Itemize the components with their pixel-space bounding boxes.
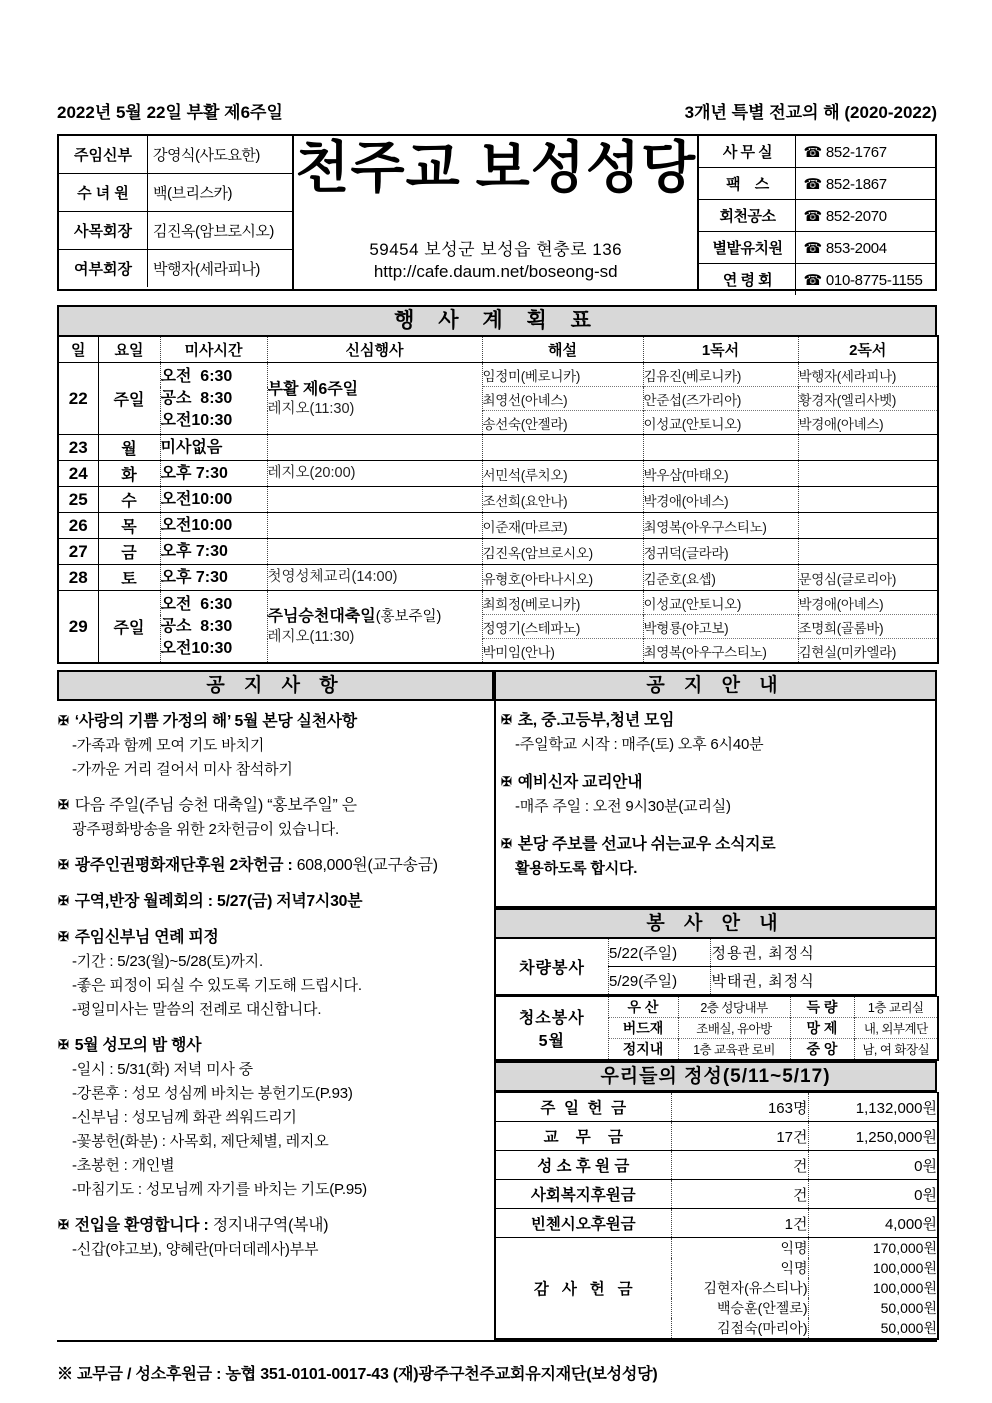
- notice-item: [501, 709, 931, 757]
- first-reader: 김준호(요셉): [643, 565, 798, 591]
- notice-line: -좋은 피정이 되실 수 있도록 기도해 드립시다.: [72, 977, 362, 994]
- cleaning-place: 2층 성당내부: [678, 997, 790, 1018]
- mass-time-line: 공소 8:30: [160, 617, 233, 635]
- first-reader: 최영복(아우구스티노): [643, 513, 798, 539]
- notice-head-text: 주임신부님 연례 피정: [74, 929, 219, 946]
- contact-row: [699, 136, 935, 168]
- notice-head: [58, 890, 490, 914]
- second-reader: [798, 435, 938, 461]
- staff-table: [59, 136, 292, 287]
- thanks-donor-amount: 50,000원: [880, 1320, 937, 1336]
- schedule-column-header: 미사시간: [160, 336, 267, 363]
- first-reader: 안준섭(즈가리아): [643, 387, 798, 411]
- staff-role: 수 녀 원: [59, 174, 148, 212]
- offering-table: [494, 1092, 939, 1340]
- offering-row: [495, 1093, 938, 1122]
- mass-times: [160, 435, 267, 461]
- notice-line: -매주 주일 : 오전 9시30분(교리실): [515, 798, 731, 815]
- offering-amount: 4,000원: [808, 1209, 938, 1238]
- cleaning-place: 남, 여 화장실: [854, 1039, 938, 1061]
- weekday: 토: [98, 565, 160, 591]
- phone-number: 010-8775-1155: [825, 271, 923, 289]
- mass-time-line: 오후 7:30: [160, 568, 228, 586]
- notice-head-text: 구역,반장 월례회의 : 5/27(금) 저녁7시30분: [74, 893, 363, 910]
- offering-label: 교 무 금: [495, 1122, 671, 1151]
- day-number: 23: [58, 435, 98, 461]
- staff-name: 박행자(세라피나): [153, 261, 260, 278]
- commentator: 최희정(베로니카): [482, 591, 643, 615]
- devotion-event: [267, 363, 482, 435]
- staff-row: [59, 136, 292, 174]
- cleaning-district: 우 산: [608, 997, 678, 1018]
- thanks-donor-name: 백승훈(안젤로): [671, 1298, 808, 1318]
- cross-bullet-icon: ✠: [58, 1217, 69, 1232]
- phone-icon: ☎: [803, 143, 822, 161]
- contact-label: 회천공소: [699, 200, 796, 232]
- first-reader: 최영복(아우구스티노): [643, 639, 798, 664]
- notice-line: 활용하도록 합시다.: [515, 860, 638, 877]
- notice-item: [58, 794, 490, 842]
- notice-line: -주일학교 시작 : 매주(토) 오후 6시40분: [515, 736, 764, 753]
- notice-head: [58, 926, 490, 950]
- schedule-column-header: 요일: [98, 336, 160, 363]
- cleaning-service-label: [495, 997, 608, 1061]
- thanks-donor-amount: 50,000원: [880, 1300, 937, 1316]
- mass-time-line: 오후 7:30: [160, 542, 228, 560]
- notice-line: -평일미사는 말씀의 전례로 대신합니다.: [72, 1001, 322, 1018]
- notices-left-title-bar: 공 지 사 항: [57, 670, 494, 701]
- day-number: 29: [58, 591, 98, 664]
- commentator: 송선숙(안젤라): [482, 411, 643, 435]
- schedule-column-header: 해설: [482, 336, 643, 363]
- vehicle-volunteers: 박태권, 최정식: [711, 967, 936, 996]
- cleaning-service-row: [495, 997, 938, 1018]
- notices-right-column: [494, 670, 937, 1340]
- event-main: [268, 606, 482, 628]
- notice-head: [58, 1214, 490, 1238]
- notice-head: [501, 709, 931, 733]
- first-reader: 박형룡(야고보): [643, 615, 798, 639]
- first-reader: 김유진(베로니카): [643, 363, 798, 387]
- offering-amount: 0원: [808, 1180, 938, 1209]
- second-reader: [798, 539, 938, 565]
- notice-head-text: 초, 중.고등부,청년 모임: [517, 712, 675, 729]
- mass-times: [160, 539, 267, 565]
- thanks-donor-amount: 100,000원: [872, 1280, 937, 1296]
- notice-line: -일시 : 5/31(화) 저녁 미사 중: [72, 1061, 253, 1078]
- notice-head-text: 전입을 환영합니다 :: [74, 1217, 213, 1234]
- first-reader: 이성교(안토니오): [643, 591, 798, 615]
- thanks-donor-amount: 100,000원: [872, 1260, 937, 1276]
- mass-times: [160, 487, 267, 513]
- second-reader: 박행자(세라피나): [798, 363, 938, 387]
- notice-line: -기간 : 5/23(월)~5/28(토)까지.: [72, 953, 263, 970]
- staff-role: 주임신부: [59, 136, 148, 174]
- day-number: 27: [58, 539, 98, 565]
- second-reader: 김현실(미카엘라): [798, 639, 938, 664]
- church-identity: [294, 136, 699, 289]
- thanks-offering-label: 감 사 헌 금: [495, 1238, 671, 1340]
- commentator: 김진옥(암브로시오): [482, 539, 643, 565]
- schedule-row: [58, 513, 938, 539]
- schedule-column-header: 1독서: [643, 336, 798, 363]
- notice-line: -꽃봉헌(화분) : 사목회, 제단체별, 레지오: [72, 1133, 329, 1150]
- phone-number: 852-1867: [825, 175, 887, 193]
- cross-bullet-icon: ✠: [58, 713, 69, 728]
- schedule-column-header: 신심행사: [267, 336, 482, 363]
- notice-item: [58, 890, 490, 914]
- second-reader: 황경자(엘리사벳): [798, 387, 938, 411]
- notice-line: -초봉헌 : 개인별: [72, 1157, 175, 1174]
- notice-item: [58, 1034, 490, 1202]
- notice-head-text: 다음 주일(주님 승천 대축일) “홍보주일” 은: [74, 797, 357, 814]
- contacts-table: [699, 136, 935, 295]
- staff-row: [59, 250, 292, 288]
- weekday: 월: [98, 435, 160, 461]
- schedule-row: [58, 363, 938, 387]
- commentator: 최영선(아녜스): [482, 387, 643, 411]
- cleaning-district: 정지내: [608, 1039, 678, 1061]
- vehicle-date: 5/22(주일): [609, 939, 711, 967]
- cleaning-label-line2: 5월: [538, 1033, 565, 1050]
- church-website[interactable]: http://cafe.daum.net/boseong-sd: [373, 262, 618, 281]
- cross-bullet-icon: ✠: [501, 712, 512, 727]
- cross-bullet-icon: ✠: [58, 797, 69, 812]
- cross-bullet-icon: ✠: [58, 857, 69, 872]
- vehicle-volunteers: 정용권, 최정식: [711, 945, 815, 962]
- commentator: 조선희(요안나): [482, 487, 643, 513]
- offering-count: 1건: [671, 1209, 808, 1238]
- notice-line: -강론후 : 성모 성심께 바치는 봉헌기도(P.93): [72, 1085, 353, 1102]
- service-title-bar: 봉 사 안 내: [494, 908, 937, 939]
- thanks-donor-name: 익명: [671, 1238, 808, 1259]
- schedule-row: [58, 461, 938, 487]
- schedule-table: [57, 335, 939, 664]
- day-number: 25: [58, 487, 98, 513]
- event-main-text: 주님승천대축일: [267, 608, 376, 625]
- mass-time-line: 오전10:00: [160, 490, 233, 508]
- day-number: 28: [58, 565, 98, 591]
- commentator: 이준재(마르코): [482, 513, 643, 539]
- offering-count: 건: [671, 1151, 808, 1180]
- schedule-column-header: 일: [58, 336, 98, 363]
- devotion-event: [267, 591, 482, 664]
- mass-times: [160, 565, 267, 591]
- devotion-event: [267, 565, 482, 591]
- event-sub: 레지오(11:30): [267, 629, 355, 645]
- mass-time-line: 오전 6:30: [160, 595, 233, 613]
- phone-number: 853-2004: [825, 239, 887, 257]
- weekday: 목: [98, 513, 160, 539]
- notice-line: -가까운 거리 걸어서 미사 참석하기: [72, 761, 293, 778]
- contact-row: [699, 200, 935, 232]
- contact-label: 연 령 회: [699, 264, 796, 296]
- notice-section: [57, 670, 937, 1342]
- notice-head: [58, 1034, 490, 1058]
- notice-line: 광주평화방송을 위한 2차헌금이 있습니다.: [72, 821, 339, 838]
- notice-head: [58, 794, 490, 818]
- weekday: 주일: [98, 363, 160, 435]
- staff-section: [59, 136, 294, 289]
- event-main-text: 부활 제6주일: [267, 380, 359, 398]
- thanks-donor-name: 김현자(유스티나): [671, 1278, 808, 1298]
- notice-head-text: 광주인권평화재단후원 2차헌금 :: [74, 857, 297, 874]
- contact-phone: [796, 264, 935, 296]
- event-sub: 레지오(20:00): [267, 465, 356, 481]
- contact-row: [699, 232, 935, 264]
- first-reader: 이성교(안토니오): [643, 411, 798, 435]
- commentator: 박미임(안나): [482, 639, 643, 664]
- notice-head-text: 본당 주보를 선교나 쉬는교우 소식지로: [517, 836, 776, 853]
- event-sub: 첫영성체교리(14:00): [267, 569, 398, 585]
- notice-head-text: 608,000원(교구송금): [296, 857, 438, 874]
- mission-year-title: 3개년 특별 전교의 해 (2020-2022): [684, 103, 937, 122]
- contact-label: 별밭유치원: [699, 232, 796, 264]
- contact-row: [699, 264, 935, 296]
- mass-times: [160, 513, 267, 539]
- devotion-event: [267, 487, 482, 513]
- phone-icon: ☎: [803, 271, 822, 289]
- schedule-row: [58, 565, 938, 591]
- notice-head-text: 예비신자 교리안내: [517, 774, 643, 791]
- commentator: 정영기(스테파노): [482, 615, 643, 639]
- weekday: 주일: [98, 591, 160, 664]
- mass-time-line: 미사없음: [160, 438, 223, 456]
- contact-label: 사 무 실: [699, 136, 796, 168]
- offering-label: 주 일 헌 금: [495, 1093, 671, 1122]
- cross-bullet-icon: ✠: [501, 836, 512, 851]
- notice-head: [58, 710, 490, 734]
- day-number: 22: [58, 363, 98, 435]
- phone-number: 852-2070: [825, 207, 887, 225]
- thanks-donor-name: 김점숙(마리아): [671, 1318, 808, 1339]
- staff-role: 여부회장: [59, 250, 148, 288]
- staff-name: 백(브리스카): [148, 174, 293, 212]
- weekday: 화: [98, 461, 160, 487]
- event-main-tail: (홍보주일): [375, 609, 442, 625]
- notice-item: [58, 926, 490, 1022]
- commentator: 서민석(루치오): [482, 461, 643, 487]
- first-reader: [643, 435, 798, 461]
- cleaning-label-line1: 청소봉사: [518, 1010, 585, 1027]
- notice-line: -신부님 : 성모님께 화관 씌워드리기: [72, 1109, 297, 1126]
- notice-line: -신갑(야고보), 양혜란(마더데레사)부부: [72, 1241, 319, 1258]
- contact-row: [699, 168, 935, 200]
- notice-head-text: ‘사랑의 기쁨 가정의 해’ 5월 본당 실천사항: [74, 713, 357, 730]
- notice-head: [501, 833, 931, 857]
- staff-name: 김진옥(암브로시오): [148, 212, 293, 250]
- notice-item: [58, 1214, 490, 1262]
- schedule-header-row: [58, 336, 938, 363]
- church-name: 천주교 보성성당: [295, 138, 697, 200]
- mass-time-line: 오전10:30: [160, 411, 233, 429]
- cross-bullet-icon: ✠: [501, 774, 512, 789]
- cleaning-place: 내, 외부계단: [854, 1018, 938, 1039]
- thanks-offering-row: [495, 1238, 938, 1259]
- second-reader: [798, 513, 938, 539]
- cleaning-district: 득 량: [790, 997, 854, 1018]
- schedule-title-bar: 행 사 계 획 표: [57, 305, 937, 335]
- notices-left-body: [57, 701, 494, 1262]
- notice-head: [58, 854, 490, 878]
- mass-time-line: 오전10:30: [160, 639, 233, 657]
- weekday: 금: [98, 539, 160, 565]
- church-header-box: [57, 134, 937, 291]
- church-address-block: [294, 239, 697, 283]
- cross-bullet-icon: ✠: [58, 1037, 69, 1052]
- staff-name: 강영식(사도요한): [148, 136, 293, 174]
- staff-row: [59, 212, 292, 250]
- mass-time-line: 오후 7:30: [160, 464, 228, 482]
- commentator: [482, 435, 643, 461]
- offering-count: 17건: [671, 1122, 808, 1151]
- notice-item: [501, 771, 931, 819]
- cross-bullet-icon: ✠: [58, 893, 69, 908]
- cleaning-place: 1층 교리실: [867, 1001, 924, 1015]
- cross-bullet-icon: ✠: [58, 929, 69, 944]
- first-reader: 박우삼(마태오): [643, 461, 798, 487]
- thanks-donor-name: 익명: [671, 1258, 808, 1278]
- second-reader: 조명희(골롬바): [798, 615, 938, 639]
- cleaning-district: 버드재: [608, 1018, 678, 1039]
- offering-amount: 1,250,000원: [808, 1122, 938, 1151]
- phone-icon: ☎: [803, 175, 822, 193]
- offering-title-bar: 우리들의 정성(5/11~5/17): [494, 1061, 937, 1092]
- offering-count: 163명: [671, 1093, 808, 1122]
- top-title-row: [57, 98, 937, 123]
- schedule-row: [58, 435, 938, 461]
- second-reader: [798, 461, 938, 487]
- mass-time-line: 오전 6:30: [160, 367, 233, 385]
- commentator: 유형호(아타나시오): [482, 565, 643, 591]
- vehicle-date: 5/29(주일): [609, 967, 711, 996]
- phone-icon: ☎: [803, 239, 822, 257]
- contact-phone: [796, 232, 935, 264]
- second-reader: 박경애(아녜스): [798, 591, 938, 615]
- offering-count: 건: [671, 1180, 808, 1209]
- devotion-event: [267, 539, 482, 565]
- schedule-column-header: 2독서: [798, 336, 938, 363]
- offering-label: 빈첸시오후원금: [495, 1209, 671, 1238]
- cleaning-district: 망 제: [790, 1018, 854, 1039]
- contact-phone: [796, 200, 935, 232]
- vehicle-service-table: [494, 939, 937, 996]
- notice-head: [501, 771, 931, 795]
- mass-time-line: 오전10:00: [160, 516, 233, 534]
- second-reader: 박경애(아녜스): [798, 411, 938, 435]
- date-title: 2022년 5월 22일 부활 제6주일: [57, 103, 283, 122]
- staff-role: 사목회장: [59, 212, 148, 250]
- offering-amount: 1,132,000원: [808, 1093, 938, 1122]
- cleaning-service-table: [494, 996, 939, 1061]
- notice-item: [501, 833, 931, 881]
- church-address: 59454 보성군 보성읍 현충로 136: [369, 240, 623, 259]
- phone-number: 852-1767: [825, 143, 887, 161]
- notices-right-title-bar: 공 지 안 내: [494, 670, 937, 701]
- offering-row: [495, 1151, 938, 1180]
- schedule-row: [58, 487, 938, 513]
- event-sub: 레지오(11:30): [267, 400, 355, 417]
- devotion-event: [267, 461, 482, 487]
- notice-item: [58, 710, 490, 782]
- offering-row: [495, 1180, 938, 1209]
- notice-item: [58, 854, 490, 878]
- offering-label: 성 소 후 원 금: [495, 1151, 671, 1180]
- mass-times: [160, 591, 267, 664]
- second-reader: [798, 487, 938, 513]
- schedule-row: [58, 539, 938, 565]
- contact-phone: [796, 168, 935, 200]
- day-number: 26: [58, 513, 98, 539]
- commentator: 임정미(베로니카): [482, 363, 643, 387]
- contact-label: 팩 스: [699, 168, 796, 200]
- mass-times: [160, 461, 267, 487]
- notice-line: -마침기도 : 성모님께 자기를 바치는 기도(P.95): [72, 1181, 367, 1198]
- cleaning-place: 1층 교육관 로비: [678, 1039, 790, 1061]
- vehicle-service-row: [495, 939, 936, 967]
- offering-row: [495, 1209, 938, 1238]
- offering-row: [495, 1122, 938, 1151]
- cleaning-place: 조배실, 유아방: [678, 1018, 790, 1039]
- notices-right-body: [494, 701, 937, 908]
- second-reader: 문영심(글로리아): [798, 565, 938, 591]
- schedule-row: [58, 591, 938, 615]
- thanks-donor-amount: 170,000원: [808, 1238, 938, 1259]
- devotion-event: [267, 435, 482, 461]
- first-reader: 박경애(아녜스): [643, 487, 798, 513]
- day-number: 24: [58, 461, 98, 487]
- mass-times: [160, 363, 267, 435]
- notice-head-text: 5월 성모의 밤 행사: [74, 1037, 202, 1054]
- offering-label: 사회복지후원금: [495, 1180, 671, 1209]
- vehicle-service-label: 차량봉사: [495, 939, 609, 995]
- devotion-event: [267, 513, 482, 539]
- account-footer: ※ 교무금 / 성소후원금 : 농협 351-0101-0017-43 (재)광주구천주교회유지재단(보성성당): [57, 1366, 658, 1383]
- notice-line: -가족과 함께 모여 기도 바치기: [72, 737, 265, 754]
- notice-head-text: 정지내구역(복내): [212, 1217, 329, 1234]
- weekday: 수: [98, 487, 160, 513]
- staff-row: [59, 174, 292, 212]
- first-reader: 정귀덕(글라라): [643, 539, 798, 565]
- contact-phone: [796, 136, 935, 168]
- phone-icon: ☎: [803, 207, 822, 225]
- notices-left-column: [57, 670, 494, 1340]
- cleaning-district: 중 앙: [790, 1039, 854, 1061]
- mass-time-line: 공소 8:30: [160, 389, 233, 407]
- offering-amount: 0원: [808, 1151, 938, 1180]
- event-main: [268, 379, 482, 400]
